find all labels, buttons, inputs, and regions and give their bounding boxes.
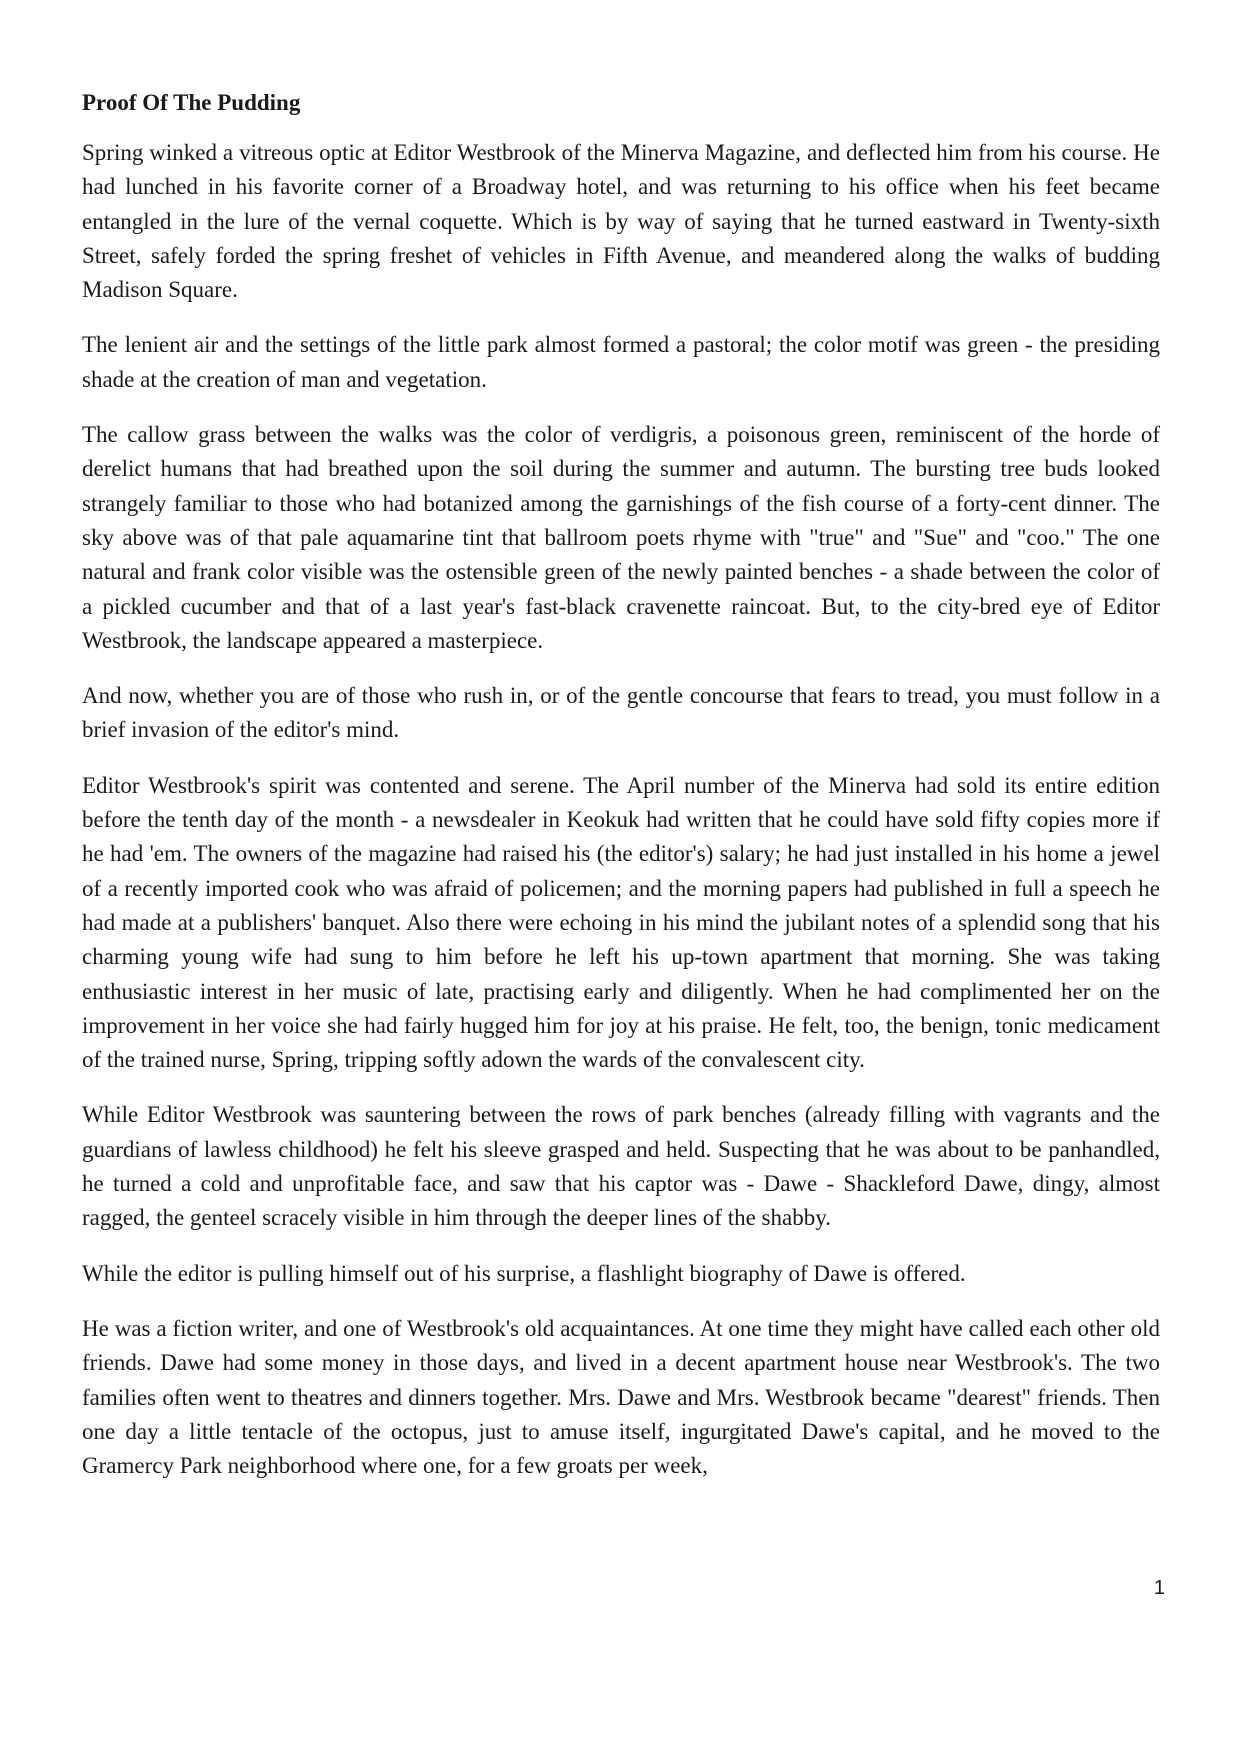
document-title: Proof Of The Pudding bbox=[82, 90, 301, 115]
document-body bbox=[82, 86, 1160, 1504]
page-number: 1 bbox=[1153, 1577, 1165, 1599]
paragraph: The callow grass between the walks was the color of verdigris, a poisonous green, reminiscent of the horde of derelict humans that had breathed upon the soil during the summer and autumn. The bursting tree buds looked strangely familiar to those who had botanized among the garnishings of the fish course of a forty-cent dinner. The sky above was of that pale aquamarine tint that ballroom poets rhyme with "true" and "Sue" and "coo." The one natural and frank color visible was the ostensible green of the newly painted benches - a shade between the color of a pickled cucumber and that of a last year's fast-black cravenette raincoat. But, to the city-bred eye of Editor Westbrook, the landscape appeared a masterpiece. bbox=[82, 422, 1160, 653]
paragraph: And now, whether you are of those who rush in, or of the gentle concourse that fears to tread, you must follow in a brief invasion of the editor's mind. bbox=[82, 683, 1160, 743]
paragraph: He was a fiction writer, and one of Westbrook's old acquaintances. At one time they might have called each other old friends. Dawe had some money in those days, and lived in a decent apartment house near Westbrook's. The two families often went to theatres and dinners together. Mrs. Dawe and Mrs. Westbrook became "dearest" friends. Then one day a little tentacle of the octopus, just to amuse itself, ingurgitated Dawe's capital, and he moved to the Gramercy Park neighborhood where one, for a few groats per week, bbox=[82, 1315, 1160, 1479]
paragraph: The lenient air and the settings of the little park almost formed a pastoral; the color motif was green - the presiding shade at the creation of man and vegetation. bbox=[82, 332, 1160, 392]
paragraph: While the editor is pulling himself out of his surprise, a flashlight biography of Dawe is offered. bbox=[82, 1260, 966, 1286]
paragraph: Spring winked a vitreous optic at Editor Westbrook of the Minerva Magazine, and deflected him from his course. He had lunched in his favorite corner of a Broadway hotel, and was returning to his office when his feet became entangled in the lure of the vernal coquette. Which is by way of saying that he turned eastward in Twenty-sixth Street, safely forded the spring freshet of vehicles in Fifth Avenue, and meandered along the walks of budding Madison Square. bbox=[82, 140, 1160, 303]
paragraph: Editor Westbrook's spirit was contented and serene. The April number of the Minerva had sold its entire edition before the tenth day of the month - a newsdealer in Keokuk had written that he could have sold fifty copies more if he had 'em. The owners of the magazine had raised his (the editor's) salary; he had just installed in his home a jewel of a recently imported cook who was afraid of policemen; and the morning papers had published in full a speech he had made at a publishers' banquet. Also there were echoing in his mind the jubilant notes of a splendid song that his charming young wife had sung to him before he left his up-town apartment that morning. She was taking enthusiastic interest in her music of late, practising early and diligently. When he had complimented her on the improvement in her voice she had fairly hugged him for joy at his praise. He felt, too, the benign, tonic medicament of the trained nurse, Spring, tripping softly adown the wards of the convalescent city. bbox=[82, 772, 1160, 1073]
paragraph: While Editor Westbrook was sauntering between the rows of park benches (already filling with vagrants and the guardians of lawless childhood) he felt his sleeve grasped and held. Suspecting that he was about to be panhandled, he turned a cold and unprofitable face, and saw that his captor was - Dawe - Shackleford Dawe, dingy, almost ragged, the genteel scracely visible in him through the deeper lines of the shabby. bbox=[82, 1102, 1160, 1231]
